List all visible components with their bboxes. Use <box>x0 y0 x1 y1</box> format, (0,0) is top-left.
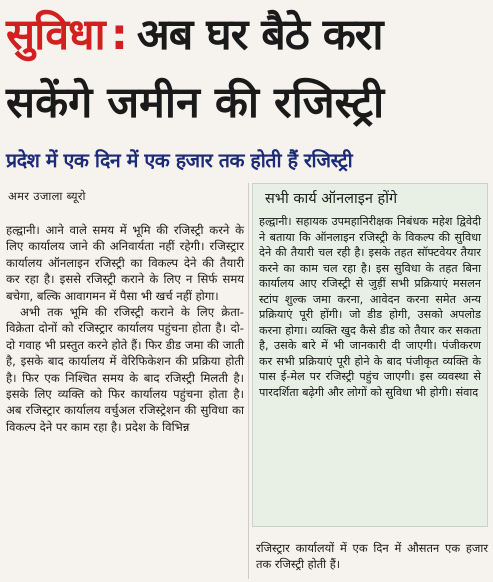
headline-kicker: सुविधा <box>6 10 105 60</box>
article-continuation: रजिस्ट्रार कार्यालयों में एक दिन में औसतन एक हजार तक रजिस्ट्री होती हैं। <box>256 541 488 571</box>
byline: अमर उजाला ब्यूरो <box>8 189 86 203</box>
sidebar-box <box>252 183 488 527</box>
article-column <box>6 222 244 435</box>
article-paragraph-1: हल्द्वानी। आने वाले समय में भूमि की रजिस्ट्री करने के लिए कार्यालय जाने की अनिवार्यता नहीं रहेगी। रजिस्ट्रार कार्यालय ऑनलाइन रजिस्ट्री का विकल्प देने की तैयारी कर रहा है। इससे रजिस्ट्री कराने के लिए न सिर्फ समय बचेगा, बल्कि आवागमन में पैसा भी खर्च नहीं होगा। <box>6 223 244 303</box>
column-divider <box>248 183 249 579</box>
sidebar-box-body <box>259 214 481 401</box>
subheadline: प्रदेश में एक दिन में एक हजार तक होती हैं रजिस्ट्री <box>6 149 353 172</box>
headline-line-1 <box>6 10 383 60</box>
sidebar-box-paragraph: हल्द्वानी। सहायक उपमहानिरीक्षक निबंधक महेश द्विवेदी ने बताया कि ऑनलाइन रजिस्ट्री के विकल्प की सुविधा देने की तैयारी चल रही है। इसके तहत सॉफ्टवेयर तैयार करने का काम चल रहा है। इस सुविधा के तहत बिना कार्यालय आए रजिस्ट्री से जुड़ीं सभी प्रक्रियाएं मसलन स्टांप शुल्क जमा करना, आवेदन करना समेत अन्य प्रक्रियाएं पूरी होंगी। जो डीड होगी, उसको अपलोड करना होगा। व्यक्ति खुद कैसे डीड को तैयार कर सकता है, उसके बारे में भी जानकारी दी जाएगी। पंजीकरण कर सभी प्रक्रियाएं पूरी होने के बाद पंजीकृत व्यक्ति के पास ई-मेल पर रजिस्ट्री पहुंच जाएगी। इस व्यवस्था से पारदर्शिता बढ़ेगी और लोगों को सुविधा भी होगी। संवाद <box>259 215 481 400</box>
sidebar-box-title: सभी कार्य ऑनलाइन होंगे <box>265 191 398 207</box>
article-paragraph-2: अभी तक भूमि की रजिस्ट्री कराने के लिए क्रेता-विक्रेता दोनों को रजिस्ट्रार कार्यालय पहुंचना होता है। दो-दो गवाह भी प्रस्तुत करने होते हैं। फिर डीड जमा की जाती है, इसके बाद कार्यालय में वेरिफिकेशन की प्रक्रिया होती है। फिर एक निश्चित समय के बाद रजिस्ट्री मिलती है। इसके लिए व्यक्ति को फिर कार्यालय पहुंचना होता है। अब रजिस्ट्रार कार्यालय वर्चुअल रजिस्ट्रेशन की सुविधा का विकल्प देने पर काम रहा है। प्रदेश के विभिन्न <box>6 305 244 434</box>
headline-line-2: सकेंगे जमीन की रजिस्ट्री <box>6 78 385 128</box>
headline-line-1-text: अब घर बैठे करा <box>136 10 383 60</box>
headline-separator: : <box>110 10 127 60</box>
